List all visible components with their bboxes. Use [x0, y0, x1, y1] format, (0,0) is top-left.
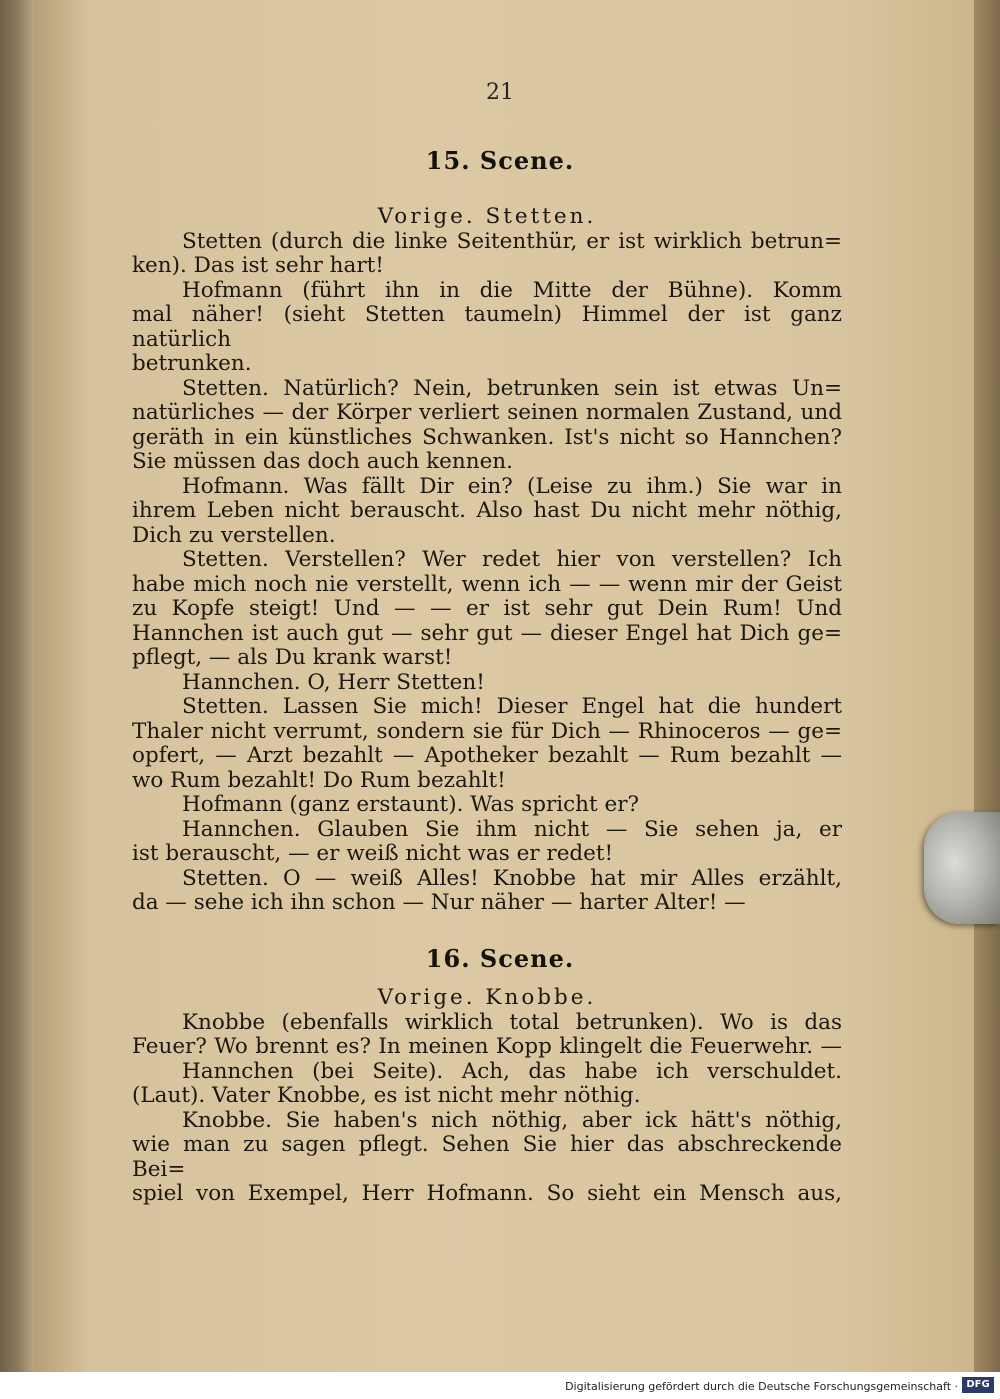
- text-line: geräth in ein künstliches Schwanken. Ist's nicht so Hannchen?: [132, 424, 842, 450]
- scene-16-heading: 16. Scene.: [425, 944, 575, 973]
- text-line: wie man zu sagen pflegt. Sehen Sie hier das abschreckende Bei=: [132, 1132, 842, 1182]
- text-line: Feuer? Wo brennt es? In meinen Kopp klingelt die Feuerwehr. —: [132, 1034, 842, 1059]
- text-line: Hofmann. Was fällt Dir ein? (Leise zu ihm.) Sie war in: [182, 473, 842, 499]
- text-line: Knobbe (ebenfalls wirklich total betrunken). Wo is das: [182, 1009, 842, 1035]
- text-line: da — sehe ich ihn schon — Nur näher — harter Alter! —: [132, 890, 746, 915]
- text-line: Stetten. O — weiß Alles! Knobbe hat mir Alles erzählt,: [182, 865, 842, 891]
- text-line: Thaler nicht verrumt, sondern sie für Dich — Rhinoceros — ge=: [132, 718, 842, 744]
- text-line: ken). Das ist sehr hart!: [132, 253, 384, 278]
- text-line: Hannchen ist auch gut — sehr gut — dieser Engel hat Dich ge=: [132, 620, 842, 646]
- text-line: Hannchen. Glauben Sie ihm nicht — Sie sehen ja, er: [182, 816, 842, 842]
- scene-15-heading: 15. Scene.: [425, 146, 575, 175]
- text-line: Vorige. Knobbe.: [377, 985, 597, 1010]
- text-line: Stetten. Verstellen? Wer redet hier von verstellen? Ich: [182, 547, 842, 572]
- text-line: betrunken.: [132, 351, 252, 376]
- text-line: Hofmann (ganz erstaunt). Was spricht er?: [182, 792, 640, 817]
- text-line: Vorige. Stetten.: [377, 204, 597, 229]
- text-line: Stetten. Natürlich? Nein, betrunken sein ist etwas Un=: [182, 375, 842, 401]
- funding-credit: Digitalisierung gefördert durch die Deutsche Forschungsgemeinschaft ·: [565, 1380, 958, 1393]
- text-line: wo Rum bezahlt! Do Rum bezahlt!: [132, 767, 506, 793]
- text-line: (Laut). Vater Knobbe, es ist nicht mehr nöthig.: [132, 1083, 641, 1108]
- text-line: Hannchen. O, Herr Stetten!: [182, 669, 485, 695]
- book-spine: [0, 0, 34, 1399]
- text-line: Knobbe. Sie haben's nich nöthig, aber ick hätt's nöthig,: [182, 1107, 842, 1133]
- page-number: 21: [486, 80, 514, 105]
- text-line: Stetten (durch die linke Seitenthür, er ist wirklich betrun=: [182, 228, 842, 254]
- page-clip: [924, 812, 1000, 924]
- page-edge: [974, 0, 1000, 1372]
- scene-15-text: [132, 205, 842, 916]
- text-line: spiel von Exempel, Herr Hofmann. So sieht ein Mensch aus,: [132, 1181, 842, 1206]
- text-line: habe mich noch nie verstellt, wenn ich — — wenn mir der Geist: [132, 571, 842, 597]
- text-line: Stetten. Lassen Sie mich! Dieser Engel hat die hundert: [182, 694, 842, 719]
- text-line: natürliches — der Körper verliert seinen normalen Zustand, und: [132, 400, 842, 425]
- text-line: ihrem Leben nicht berauscht. Also hast Du nicht mehr nöthig,: [132, 498, 842, 523]
- text-line: Hannchen (bei Seite). Ach, das habe ich verschuldet.: [182, 1058, 842, 1084]
- dfg-logo: DFG: [962, 1377, 994, 1393]
- text-line: mal näher! (sieht Stetten taumeln) Himmel der ist ganz natürlich: [132, 302, 842, 352]
- text-line: ist berauscht, — er weiß nicht was er redet!: [132, 841, 614, 866]
- text-line: Dich zu verstellen.: [132, 522, 336, 548]
- scene-16-text: [132, 986, 842, 1207]
- text-line: Hofmann (führt ihn in die Mitte der Bühne). Komm: [182, 277, 842, 303]
- text-line: pflegt, — als Du krank warst!: [132, 645, 453, 670]
- text-line: opfert, — Arzt bezahlt — Apotheker bezahlt — Rum bezahlt —: [132, 743, 842, 768]
- text-line: Sie müssen das doch auch kennen.: [132, 449, 513, 474]
- text-line: zu Kopfe steigt! Und — — er ist sehr gut Dein Rum! Und: [132, 596, 842, 621]
